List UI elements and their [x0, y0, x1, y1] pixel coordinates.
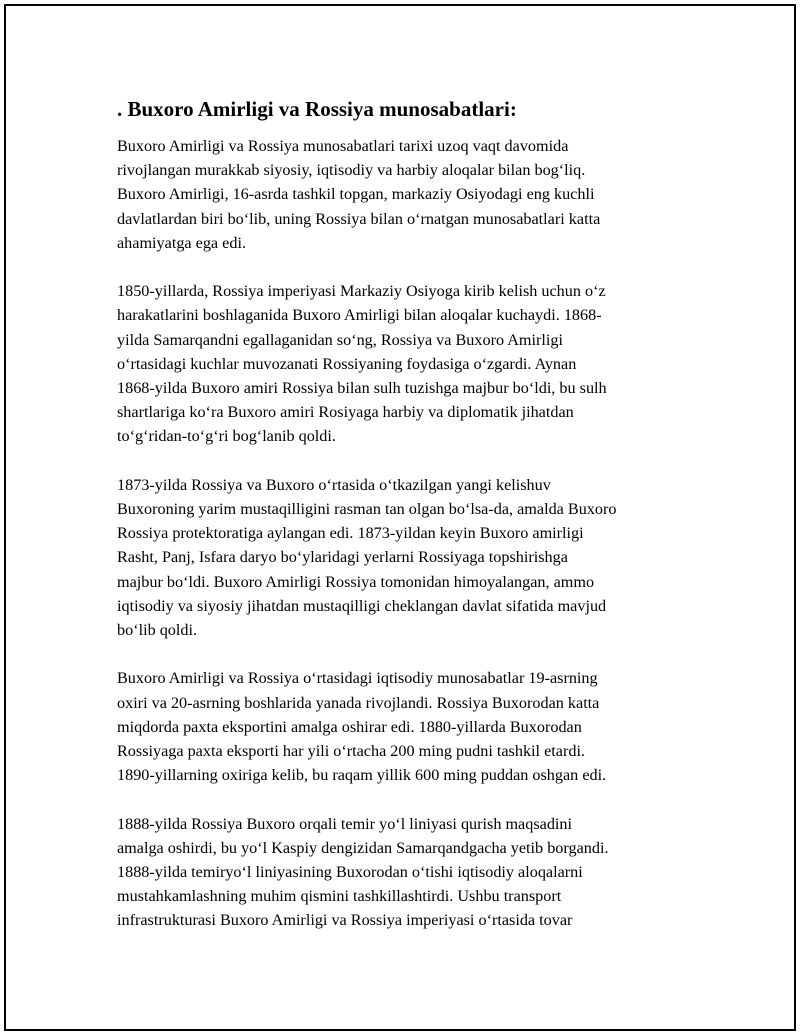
text-line: Rossiyaga paxta eksporti har yili o‘rtacha 200 ming pudni tashkil etardi. [117, 742, 585, 761]
paragraph-2 [117, 279, 697, 448]
text-line: davlatlardan biri bo‘lib, uning Rossiya bilan o‘rnatgan munosabatlari katta [117, 209, 601, 228]
text-line: oxiri va 20-asrning boshlarida yanada rivojlandi. Rossiya Buxorodan katta [117, 693, 600, 712]
text-line: Buxoroning yarim mustaqilligini rasman tan olgan bo‘lsa-da, amalda Buxoro [117, 500, 617, 519]
text-line: Buxoro Amirligi va Rossiya munosabatlari tarixi uzoq vaqt davomida [117, 137, 569, 155]
text-line: amalga oshirdi, bu yo‘l Kaspiy dengizidan Samarqandgacha yetib borgandi. [117, 838, 609, 857]
text-line: shartlariga ko‘ra Buxoro amiri Rosiyaga harbiy va diplomatik jihatdan [117, 403, 574, 422]
text-line: Buxoro Amirligi, 16-asrda tashkil topgan, markaziy Osiyodagi eng kuchli [117, 185, 595, 204]
text-line: Rossiya protektoratiga aylangan edi. 1873-yildan keyin Buxoro amirligi [117, 524, 584, 543]
text-line: yilda Samarqandni egallaganidan so‘ng, Rossiya va Buxoro Amirligi [117, 330, 563, 349]
text-line: 1888-yilda temiryo‘l liniyasining Buxorodan o‘tishi iqtisodiy aloqalarni [117, 863, 583, 882]
text-line: miqdorda paxta eksportini amalga oshirar edi. 1880-yillarda Buxorodan [117, 717, 582, 736]
paragraph-5 [117, 812, 697, 933]
text-line: ahamiyatga ega edi. [117, 233, 246, 252]
text-line: 1868-yilda Buxoro amiri Rossiya bilan sulh tuzishga majbur bo‘ldi, bu sulh [117, 379, 607, 398]
text-line: o‘rtasidagi kuchlar muvozanati Rossiyaning foydasiga o‘zgardi. Aynan [117, 354, 577, 373]
paragraph-3 [117, 473, 697, 642]
text-line: harakatlarini boshlaganida Buxoro Amirligi bilan aloqalar kuchaydi. 1868- [117, 306, 602, 325]
paragraph-4 [117, 666, 697, 787]
text-line: 1850-yillarda, Rossiya imperiyasi Markaziy Osiyoga kirib kelish uchun o‘z [117, 282, 606, 301]
section-heading: . Buxoro Amirligi va Rossiya munosabatlari: [117, 97, 517, 121]
text-line: mustahkamlashning muhim qismini tashkillashtirdi. Ushbu transport [117, 887, 562, 906]
text-line: to‘g‘ridan-to‘g‘ri bog‘lanib qoldi. [117, 427, 336, 446]
text-line: 1873-yilda Rossiya va Buxoro o‘rtasida o‘tkazilgan yangi kelishuv [117, 475, 551, 494]
paragraph-container [117, 134, 697, 933]
text-line: infrastrukturasi Buxoro Amirligi va Rossiya imperiyasi o‘rtasida tovar [117, 911, 573, 930]
text-line: Buxoro Amirligi va Rossiya o‘rtasidagi iqtisodiy munosabatlar 19-asrning [117, 669, 598, 688]
text-line: Rasht, Panj, Isfara daryo bo‘ylaridagi yerlarni Rossiyaga topshirishga [117, 548, 568, 567]
text-line: rivojlangan murakkab siyosiy, iqtisodiy va harbiy aloqalar bilan bog‘liq. [117, 161, 586, 180]
paragraph-1 [117, 134, 697, 255]
text-line: 1890-yillarning oxiriga kelib, bu raqam yillik 600 ming puddan oshgan edi. [117, 766, 607, 785]
text-line: iqtisodiy va siyosiy jihatdan mustaqilligi cheklangan davlat sifatida mavjud [117, 596, 607, 615]
text-line: bo‘lib qoldi. [117, 621, 198, 640]
document-body [117, 96, 697, 957]
text-line: 1888-yilda Rossiya Buxoro orqali temir yo‘l liniyasi qurish maqsadini [117, 814, 572, 833]
text-line: majbur bo‘ldi. Buxoro Amirligi Rossiya tomonidan himoyalangan, ammo [117, 572, 595, 591]
